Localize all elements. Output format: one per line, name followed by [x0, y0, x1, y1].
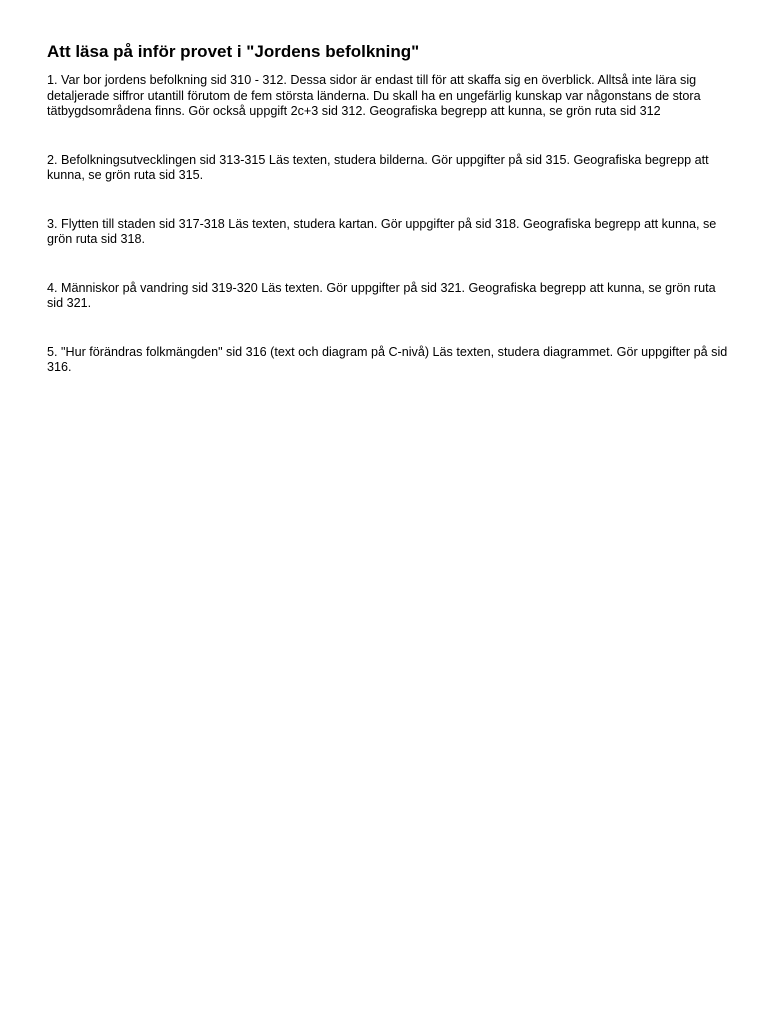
reading-item-3: 3. Flytten till staden sid 317-318 Läs texten, studera kartan. Gör uppgifter på sid 318. Geografiska begrepp att kunna, se grön ruta sid 318.	[47, 216, 717, 246]
reading-item-4: 4. Människor på vandring sid 319-320 Läs texten. Gör uppgifter på sid 321. Geografiska begrepp att kunna, se grön ruta sid 321.	[47, 280, 716, 310]
reading-item-5: 5. "Hur förändras folkmängden" sid 316 (text och diagram på C-nivå) Läs texten, studera diagrammet. Gör uppgifter på sid 316.	[47, 344, 728, 374]
document-title: Att läsa på inför provet i "Jordens befolkning"	[47, 42, 420, 61]
reading-item-1: 1. Var bor jordens befolkning sid 310 - 312. Dessa sidor är endast till för att skaffa sig en överblick. Alltså inte lära sig detaljerade siffror utantill förutom de fem största länderna. Du skall ha en ungefärlig kunskap var någonstans de stora tätbygdsområdena finns. Gör också uppgift 2c+3 sid 312. Geografiska begrepp att kunna, se grön ruta sid 312	[47, 73, 701, 118]
reading-item-2: 2. Befolkningsutvecklingen sid 313-315 Läs texten, studera bilderna. Gör uppgifter på sid 315. Geografiska begrepp att kunna, se grön ruta sid 315.	[47, 152, 709, 182]
